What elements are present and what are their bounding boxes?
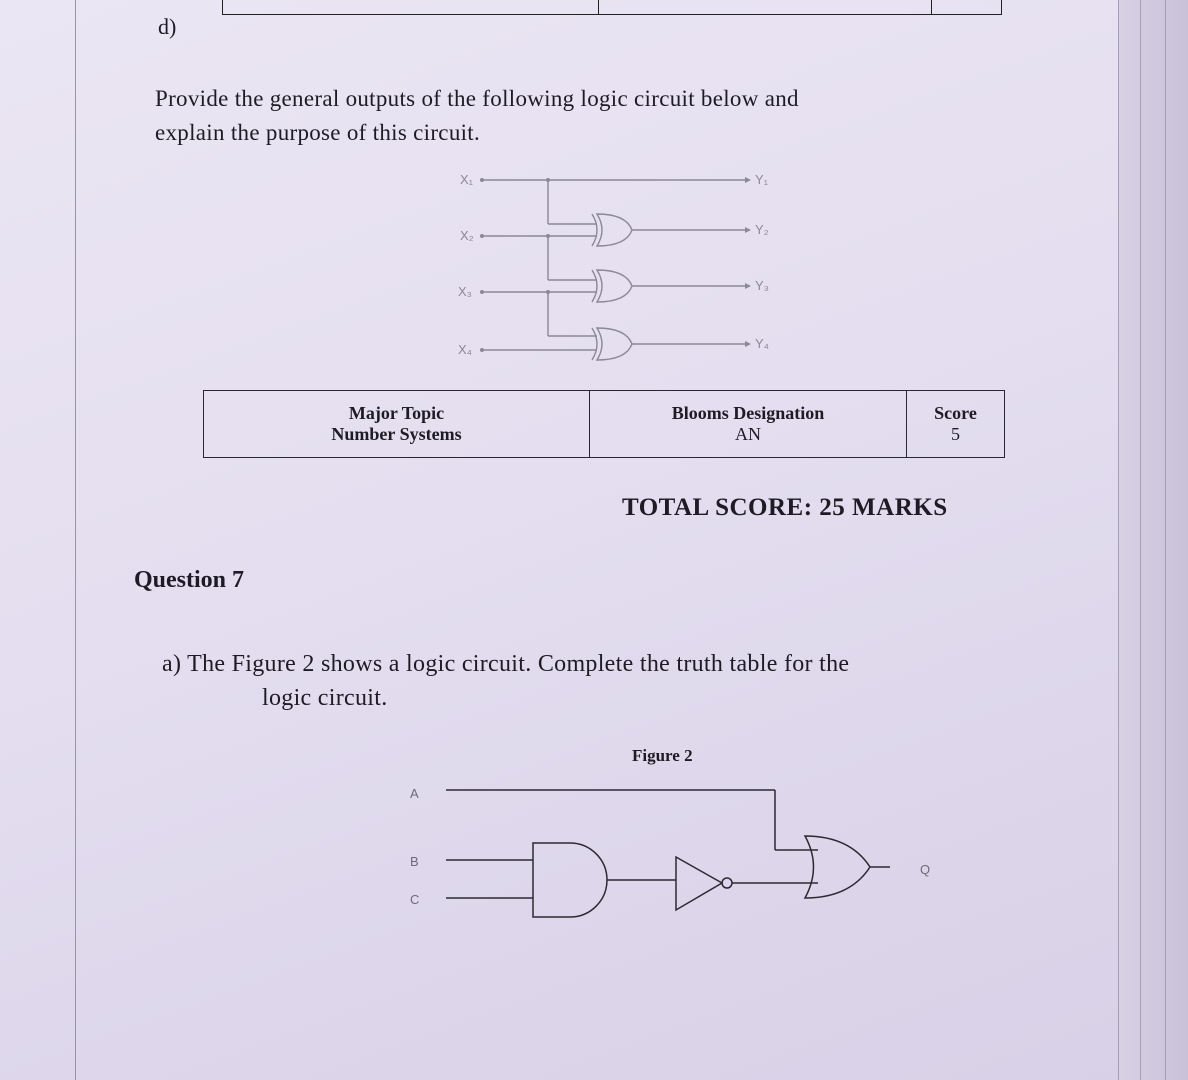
q7-part-a-line1: a) The Figure 2 shows a logic circuit. Complete the truth table for the (162, 651, 850, 677)
label-c: C (410, 892, 420, 907)
label-y4: Y₄ (755, 336, 769, 351)
label-a: A (410, 786, 419, 801)
topic-value: Number Systems (331, 424, 462, 444)
label-y2: Y₂ (755, 222, 769, 237)
label-x2: X₂ (460, 228, 474, 243)
not-gate (676, 857, 722, 910)
part-d-label: d) (158, 14, 177, 39)
part-d-prompt-line2: explain the purpose of this circuit. (155, 120, 481, 145)
not-bubble (722, 878, 732, 888)
and-gate (533, 843, 607, 917)
score-value: 5 (951, 424, 960, 444)
label-x1: X₁ (460, 172, 474, 187)
question-7-heading: Question 7 (134, 567, 245, 593)
blooms-header: Blooms Designation (671, 403, 825, 423)
score-header: Score (934, 403, 977, 423)
topic-header: Major Topic (348, 403, 445, 423)
blooms-value: AN (735, 424, 761, 444)
label-x3: X₃ (458, 284, 472, 299)
part-d-prompt-line1: Provide the general outputs of the following logic circuit below and (155, 86, 799, 111)
q7-part-a-line2: logic circuit. (262, 685, 388, 711)
figure-2-caption: Figure 2 (632, 746, 693, 765)
or-gate (805, 836, 870, 898)
label-y1: Y₁ (755, 172, 769, 187)
label-q: Q (920, 862, 931, 877)
label-x4: X₄ (458, 342, 472, 357)
label-y3: Y₃ (755, 278, 769, 293)
total-score: TOTAL SCORE: 25 MARKS (622, 494, 948, 521)
label-b: B (410, 854, 419, 869)
